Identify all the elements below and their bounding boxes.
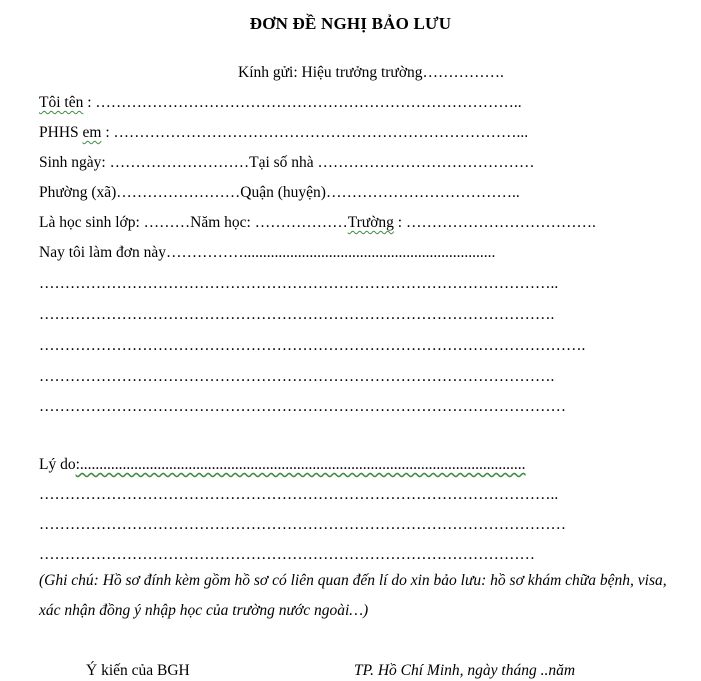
attachment-note: (Ghi chú: Hồ sơ đính kèm gồm hồ sơ có liên quan đến lí do xin bảo lưu: hồ sơ khám chữa bệnh, visa, xác nhận đồng ý nhập học của trường nước ngoài…) <box>39 572 667 619</box>
birth-field-line: Sinh ngày: ………………………Tại số nhà …………………………………… <box>39 154 535 171</box>
reason-blank-line: …………………………………………………………………………………… <box>39 546 535 563</box>
place-date-line: TP. Hồ Chí Minh, ngày tháng ..năm <box>354 662 576 679</box>
parent-field-label: em <box>82 124 102 141</box>
name-field-blank: : ……………………………………………………………………….. <box>83 94 522 111</box>
recipient-value: Hiệu trưởng trường……………. <box>301 64 504 81</box>
parent-field-blank: : ……………………………………………………………………... <box>101 124 529 141</box>
reason-blank-line: ………………………………………………………………………………………… <box>39 516 566 533</box>
reason-line <box>39 455 526 475</box>
recipient-line <box>238 63 504 83</box>
reason-blank: :................................................................................................................... <box>75 456 526 473</box>
recipient-label: Kính gửi: <box>238 64 298 81</box>
form-title: ĐƠN ĐỀ NGHỊ BẢO LƯU <box>249 14 452 33</box>
school-field-blank: : ………………………………. <box>393 214 596 231</box>
name-field-line <box>39 93 522 113</box>
parent-field-prefix: PHHS <box>39 124 83 141</box>
blank-line: ………………………………………………………………………………………. <box>39 306 555 323</box>
class-field-line <box>39 213 596 233</box>
blank-line: ……………………………………………………………………………………………. <box>39 337 586 354</box>
school-field-label: Trường <box>347 214 394 231</box>
blank-line: ……………………………………………………………………………………….. <box>39 275 559 292</box>
name-field-label: Tôi tên <box>39 94 84 111</box>
class-field-text: Là học sinh lớp: ………Năm học: ……………… <box>39 214 348 231</box>
parent-field-line <box>39 123 528 143</box>
blank-line: ………………………………………………………………………………………. <box>39 368 555 385</box>
principal-opinion-label: Ý kiến của BGH <box>86 662 190 679</box>
blank-line: ………………………………………………………………………………………… <box>39 398 566 415</box>
request-line: Nay tôi làm đơn này……………................................................................. <box>39 244 496 261</box>
reason-label: Lý do <box>39 456 76 473</box>
ward-field-line: Phường (xã)……………………Quận (huyện)……………………………….. <box>39 184 520 201</box>
reason-blank-line: ……………………………………………………………………………………….. <box>39 486 559 503</box>
